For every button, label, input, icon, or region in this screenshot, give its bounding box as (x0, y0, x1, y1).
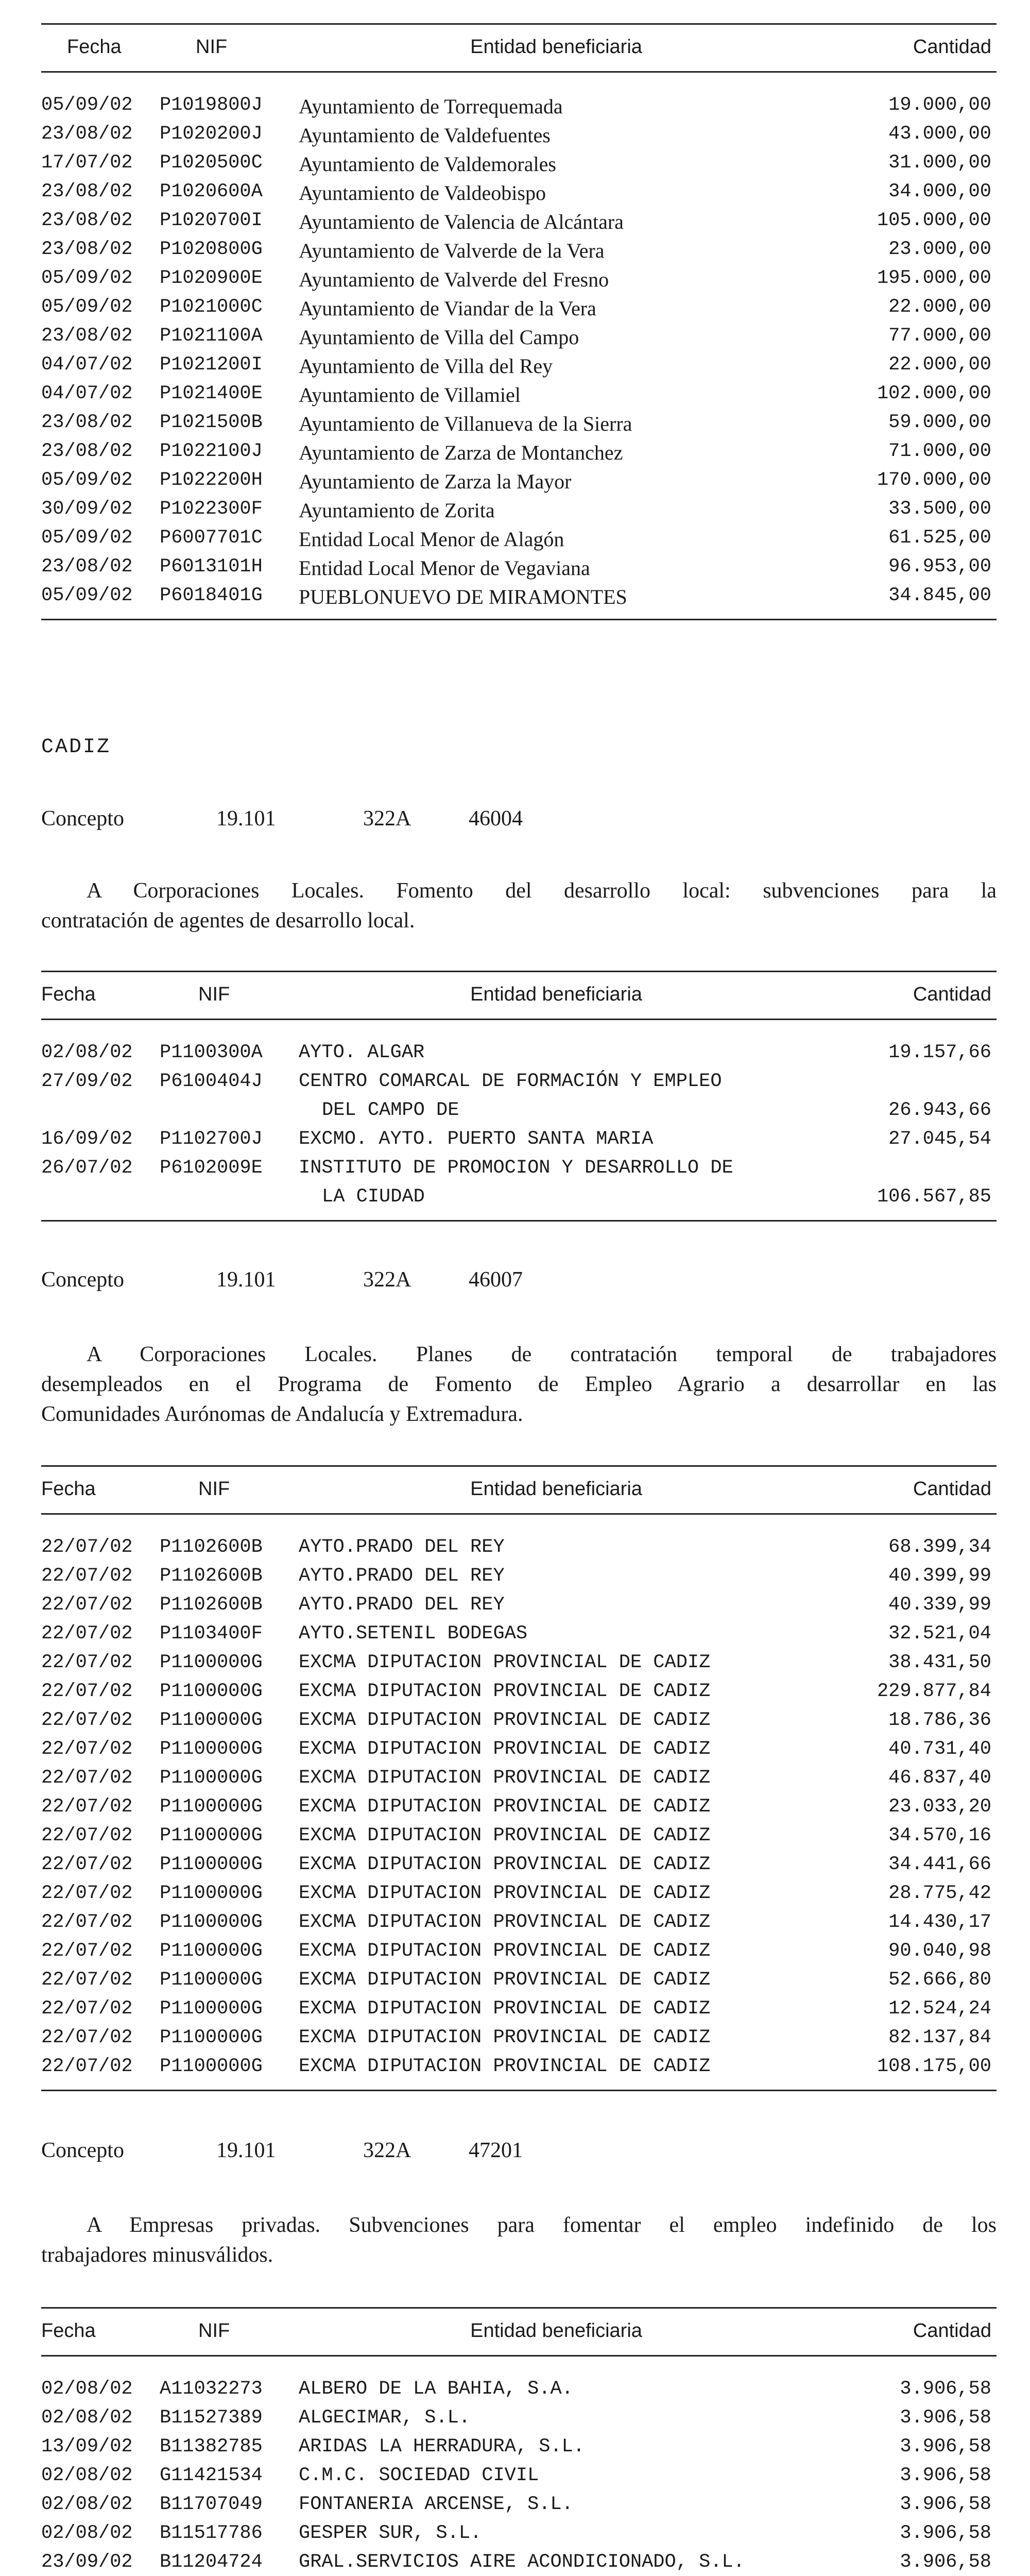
row-nif: P1100000G (160, 1652, 263, 1673)
row-entidad: EXCMA DIPUTACION PROVINCIAL DE CADIZ (299, 1883, 711, 1904)
row-nif: P1103400F (160, 1623, 263, 1645)
table-row-continuation (41, 1186, 997, 1215)
row-entidad: EXCMA DIPUTACION PROVINCIAL DE CADIZ (299, 1825, 711, 1846)
header-fecha: Fecha (41, 984, 96, 1005)
table-row (41, 2378, 997, 2407)
header-entidad: Entidad beneficiaria (470, 2320, 642, 2342)
row-fecha: 22/07/02 (41, 1854, 133, 1875)
row-entidad: EXCMA DIPUTACION PROVINCIAL DE CADIZ (299, 2027, 711, 2048)
beneficiary-table-1 (41, 23, 997, 620)
table-row (41, 1536, 997, 1565)
table-row (41, 440, 997, 469)
row-nif: P6007701C (160, 527, 263, 549)
row-cantidad: 102.000,00 (877, 383, 991, 404)
row-entidad: Ayuntamiento de Valencia de Alcántara (299, 210, 624, 233)
row-cantidad: 22.000,00 (888, 296, 991, 318)
table-row (41, 94, 997, 123)
row-nif: P1100300A (160, 1042, 263, 1063)
table-row (41, 210, 997, 239)
header-fecha: Fecha (41, 2320, 96, 2342)
row-entidad: FONTANERIA ARCENSE, S.L. (299, 2494, 573, 2515)
row-cantidad: 46.837,40 (888, 1767, 991, 1789)
row-cantidad: 14.430,17 (888, 1911, 991, 1933)
row-fecha: 22/07/02 (41, 1940, 133, 1962)
table-row (41, 1883, 997, 1911)
row-nif: P1021000C (160, 296, 263, 318)
header-entidad: Entidad beneficiaria (470, 36, 642, 58)
row-fecha: 05/09/02 (41, 527, 133, 549)
row-fecha: 02/08/02 (41, 1042, 133, 1063)
table-row (41, 354, 997, 383)
row-nif: P1021200I (160, 354, 263, 376)
row-nif: P1100000G (160, 1767, 263, 1789)
row-cantidad: 19.157,66 (888, 1042, 991, 1063)
row-cantidad: 96.953,00 (888, 556, 991, 578)
row-entidad: Ayuntamiento de Valverde de la Vera (299, 239, 605, 262)
concepto-code-service: 19.101 (216, 1268, 276, 1292)
row-fecha: 26/07/02 (41, 1157, 133, 1179)
table-row (41, 2056, 997, 2084)
table-row (41, 383, 997, 412)
row-fecha: 22/07/02 (41, 2027, 133, 2048)
row-cantidad: 61.525,00 (888, 527, 991, 549)
row-entidad-continuation: LA CIUDAD (322, 1186, 425, 1208)
row-nif: P1100000G (160, 1681, 263, 1702)
concepto-code-service: 19.101 (216, 2139, 276, 2162)
concepto-label: Concepto (41, 1268, 124, 1292)
row-fecha: 02/08/02 (41, 2522, 133, 2544)
row-cantidad: 68.399,34 (888, 1536, 991, 1558)
concepto-code-program: 322A (363, 807, 411, 831)
table-header (41, 971, 997, 1020)
row-cantidad: 12.524,24 (888, 1998, 991, 2020)
row-entidad: EXCMA DIPUTACION PROVINCIAL DE CADIZ (299, 1911, 711, 1933)
header-nif: NIF (196, 36, 228, 58)
row-nif: P1100000G (160, 2027, 263, 2048)
row-fecha: 23/08/02 (41, 210, 133, 231)
row-entidad: C.M.C. SOCIEDAD CIVIL (299, 2465, 539, 2486)
description-line: A Corporaciones Locales. Fomento del desarrollo local: subvenciones para la (87, 879, 997, 903)
row-cantidad: 195.000,00 (877, 267, 991, 289)
description-line: A Corporaciones Locales. Planes de contratación temporal de trabajadores (87, 1343, 997, 1366)
row-nif: P1100000G (160, 1911, 263, 1933)
row-fecha: 22/07/02 (41, 1681, 133, 1702)
table-row (41, 2407, 997, 2436)
row-cantidad: 26.943,66 (888, 1099, 991, 1121)
row-nif: P1022100J (160, 440, 263, 462)
row-entidad: EXCMA DIPUTACION PROVINCIAL DE CADIZ (299, 2056, 711, 2077)
row-nif: P1100000G (160, 1883, 263, 1904)
table-row (41, 469, 997, 498)
row-nif: P1020700I (160, 210, 263, 231)
row-entidad: CENTRO COMARCAL DE FORMACIÓN Y EMPLEO (299, 1071, 722, 1092)
concepto-code-concept: 46007 (469, 1268, 523, 1292)
row-nif: B11382785 (160, 2436, 263, 2458)
row-nif: P1100000G (160, 1969, 263, 1991)
row-fecha: 04/07/02 (41, 354, 133, 376)
row-nif: P1021400E (160, 383, 263, 404)
row-entidad: Entidad Local Menor de Alagón (299, 528, 564, 551)
row-fecha: 22/07/02 (41, 1738, 133, 1760)
row-cantidad: 34.570,16 (888, 1825, 991, 1846)
concepto-code-program: 322A (363, 2139, 411, 2162)
row-nif: P1100000G (160, 1998, 263, 2020)
row-entidad: Ayuntamiento de Valdemorales (299, 152, 556, 176)
row-fecha: 04/07/02 (41, 383, 133, 404)
table-row (41, 2522, 997, 2551)
row-entidad: Ayuntamiento de Zarza la Mayor (299, 470, 572, 493)
table-row (41, 1825, 997, 1854)
row-nif: P1020600A (160, 181, 263, 202)
table-header (41, 2307, 997, 2357)
row-entidad: EXCMA DIPUTACION PROVINCIAL DE CADIZ (299, 1796, 711, 1818)
row-entidad: Ayuntamiento de Valdefuentes (299, 124, 551, 147)
table-row (41, 152, 997, 181)
row-entidad: GESPER SUR, S.L. (299, 2522, 482, 2544)
row-entidad: Ayuntamiento de Villa del Campo (299, 326, 579, 349)
row-cantidad: 34.441,66 (888, 1854, 991, 1875)
row-cantidad: 34.845,00 (888, 585, 991, 606)
table-row (41, 2494, 997, 2522)
row-cantidad: 77.000,00 (888, 325, 991, 347)
table-row (41, 1128, 997, 1157)
row-cantidad: 33.500,00 (888, 498, 991, 520)
header-fecha: Fecha (67, 36, 122, 58)
row-fecha: 22/07/02 (41, 1911, 133, 1933)
concepto-code-program: 322A (363, 1268, 411, 1292)
row-fecha: 22/07/02 (41, 1883, 133, 1904)
table-row (41, 1042, 997, 1071)
table-row (41, 2027, 997, 2056)
row-entidad: Ayuntamiento de Villanueva de la Sierra (299, 412, 632, 435)
row-entidad: AYTO.PRADO DEL REY (299, 1565, 505, 1587)
row-fecha: 22/07/02 (41, 1565, 133, 1587)
row-nif: P1100000G (160, 1854, 263, 1875)
row-cantidad: 59.000,00 (888, 412, 991, 433)
row-fecha: 22/07/02 (41, 1594, 133, 1616)
table-row (41, 1594, 997, 1623)
concepto-code-concept: 47201 (469, 2139, 523, 2162)
table-row (41, 1911, 997, 1940)
row-fecha: 23/08/02 (41, 412, 133, 433)
row-cantidad: 23.033,20 (888, 1796, 991, 1818)
row-entidad: PUEBLONUEVO DE MIRAMONTES (299, 585, 627, 608)
row-entidad: Ayuntamiento de Torrequemada (299, 95, 563, 118)
row-cantidad: 40.399,99 (888, 1565, 991, 1587)
table-row (41, 1709, 997, 1738)
table-row (41, 2551, 997, 2576)
row-fecha: 02/08/02 (41, 2378, 133, 2400)
row-cantidad: 82.137,84 (888, 2027, 991, 2048)
row-cantidad: 27.045,54 (888, 1128, 991, 1150)
row-cantidad: 3.906,58 (900, 2522, 991, 2544)
row-entidad: AYTO. ALGAR (299, 1042, 425, 1063)
row-cantidad: 40.731,40 (888, 1738, 991, 1760)
concepto-description (41, 876, 997, 936)
row-entidad: Ayuntamiento de Villa del Rey (299, 354, 553, 378)
row-fecha: 17/07/02 (41, 152, 133, 174)
row-entidad: EXCMA DIPUTACION PROVINCIAL DE CADIZ (299, 1652, 711, 1673)
row-nif: B11204724 (160, 2551, 263, 2573)
row-nif: B11517786 (160, 2522, 263, 2544)
description-line: contratación de agentes de desarrollo local. (41, 909, 415, 933)
table-header (41, 1465, 997, 1515)
row-entidad: Ayuntamiento de Villamiel (299, 383, 521, 406)
row-cantidad: 23.000,00 (888, 239, 991, 260)
row-fecha: 23/08/02 (41, 556, 133, 578)
row-entidad-continuation: DEL CAMPO DE (322, 1099, 459, 1121)
beneficiary-table-4 (41, 2307, 997, 2576)
row-fecha: 23/08/02 (41, 440, 133, 462)
row-cantidad: 40.339,99 (888, 1594, 991, 1616)
row-cantidad: 22.000,00 (888, 354, 991, 376)
row-entidad: Ayuntamiento de Viandar de la Vera (299, 297, 596, 320)
row-entidad: Ayuntamiento de Zorita (299, 499, 495, 522)
row-cantidad: 170.000,00 (877, 469, 991, 491)
table-row (41, 1738, 997, 1767)
row-nif: P6013101H (160, 556, 263, 578)
row-fecha: 22/07/02 (41, 1536, 133, 1558)
row-cantidad: 31.000,00 (888, 152, 991, 174)
row-fecha: 23/08/02 (41, 239, 133, 260)
row-entidad: EXCMA DIPUTACION PROVINCIAL DE CADIZ (299, 1681, 711, 1702)
header-nif: NIF (198, 984, 230, 1005)
row-fecha: 16/09/02 (41, 1128, 133, 1150)
concepto-line (41, 2138, 523, 2163)
row-entidad: GRAL.SERVICIOS AIRE ACONDICIONADO, S.L. (299, 2551, 745, 2573)
row-entidad: INSTITUTO DE PROMOCION Y DESARROLLO DE (299, 1157, 733, 1179)
row-entidad: AYTO.PRADO DEL REY (299, 1536, 505, 1558)
row-cantidad: 3.906,58 (900, 2378, 991, 2400)
table-row (41, 1652, 997, 1681)
header-fecha: Fecha (41, 1478, 96, 1500)
table-header (41, 23, 997, 73)
row-entidad: EXCMA DIPUTACION PROVINCIAL DE CADIZ (299, 1854, 711, 1875)
row-fecha: 02/08/02 (41, 2407, 133, 2429)
concepto-label: Concepto (41, 2139, 124, 2162)
row-cantidad: 52.666,80 (888, 1969, 991, 1991)
row-fecha: 23/09/02 (41, 2551, 133, 2573)
table-row (41, 325, 997, 354)
row-cantidad: 28.775,42 (888, 1883, 991, 1904)
row-nif: P1100000G (160, 1709, 263, 1731)
table-body (41, 1515, 997, 2091)
row-nif: P1021500B (160, 412, 263, 433)
row-fecha: 05/09/02 (41, 296, 133, 318)
row-cantidad: 90.040,98 (888, 1940, 991, 1962)
row-fecha: 22/07/02 (41, 1796, 133, 1818)
row-fecha: 30/09/02 (41, 498, 133, 520)
row-nif: P6100404J (160, 1071, 263, 1092)
table-row (41, 1854, 997, 1883)
row-nif: P1021100A (160, 325, 263, 347)
table-row (41, 1969, 997, 1998)
row-cantidad: 3.906,58 (900, 2494, 991, 2515)
table-row (41, 2465, 997, 2494)
row-entidad: ALBERO DE LA BAHIA, S.A. (299, 2378, 573, 2400)
header-entidad: Entidad beneficiaria (470, 1478, 642, 1500)
row-nif: P1102600B (160, 1565, 263, 1587)
row-entidad: EXCMA DIPUTACION PROVINCIAL DE CADIZ (299, 1738, 711, 1760)
header-nif: NIF (198, 2320, 230, 2342)
row-fecha: 22/07/02 (41, 1998, 133, 2020)
row-fecha: 22/07/02 (41, 1652, 133, 1673)
row-fecha: 02/08/02 (41, 2465, 133, 2486)
row-nif: P1019800J (160, 94, 263, 116)
description-line: A Empresas privadas. Subvenciones para fomentar el empleo indefinido de los (87, 2213, 997, 2237)
row-nif: P1100000G (160, 1940, 263, 1962)
row-entidad: AYTO.SETENIL BODEGAS (299, 1623, 528, 1645)
table-row (41, 239, 997, 267)
row-fecha: 05/09/02 (41, 469, 133, 491)
row-cantidad: 38.431,50 (888, 1652, 991, 1673)
table-row (41, 1681, 997, 1709)
row-nif: P1102700J (160, 1128, 263, 1150)
header-nif: NIF (198, 1478, 230, 1500)
row-entidad: Entidad Local Menor de Vegaviana (299, 556, 590, 580)
table-row (41, 1157, 997, 1186)
description-line: trabajadores minusválidos. (41, 2243, 273, 2267)
description-line: Comunidades Aurónomas de Andalucía y Extremadura. (41, 1402, 523, 1426)
row-entidad: EXCMO. AYTO. PUERTO SANTA MARIA (299, 1128, 654, 1150)
row-nif: P1100000G (160, 1796, 263, 1818)
row-cantidad: 32.521,04 (888, 1623, 991, 1645)
row-fecha: 27/09/02 (41, 1071, 133, 1092)
row-entidad: Ayuntamiento de Valdeobispo (299, 181, 546, 205)
header-cantidad: Cantidad (913, 2320, 991, 2342)
table-row (41, 527, 997, 556)
row-fecha: 23/08/02 (41, 181, 133, 202)
header-cantidad: Cantidad (913, 984, 991, 1005)
row-nif: P1020900E (160, 267, 263, 289)
row-nif: P6102009E (160, 1157, 263, 1179)
row-nif: P1102600B (160, 1536, 263, 1558)
row-entidad: EXCMA DIPUTACION PROVINCIAL DE CADIZ (299, 1998, 711, 2020)
row-fecha: 22/07/02 (41, 1767, 133, 1789)
table-row (41, 1940, 997, 1969)
header-cantidad: Cantidad (913, 1478, 991, 1500)
row-nif: B11527389 (160, 2407, 263, 2429)
description-line: desempleados en el Programa de Fomento de Empleo Agrario a desarrollar en las (41, 1372, 997, 1396)
row-fecha: 02/08/02 (41, 2494, 133, 2515)
table-row (41, 1623, 997, 1652)
row-fecha: 22/07/02 (41, 2056, 133, 2077)
concepto-description (41, 1340, 997, 1429)
table-row (41, 412, 997, 440)
table-row (41, 296, 997, 325)
row-cantidad: 108.175,00 (877, 2056, 991, 2077)
table-row (41, 556, 997, 585)
row-entidad: EXCMA DIPUTACION PROVINCIAL DE CADIZ (299, 1709, 711, 1731)
table-row (41, 181, 997, 210)
row-nif: P1100000G (160, 2056, 263, 2077)
row-fecha: 05/09/02 (41, 94, 133, 116)
row-fecha: 22/07/02 (41, 1709, 133, 1731)
concepto-label: Concepto (41, 807, 124, 831)
concepto-line (41, 806, 523, 831)
row-entidad: EXCMA DIPUTACION PROVINCIAL DE CADIZ (299, 1940, 711, 1962)
beneficiary-table-2 (41, 971, 997, 1222)
row-nif: B11707049 (160, 2494, 263, 2515)
row-cantidad: 3.906,58 (900, 2436, 991, 2458)
row-fecha: 23/08/02 (41, 325, 133, 347)
row-nif: P1020500C (160, 152, 263, 174)
row-nif: P6018401G (160, 585, 263, 606)
row-entidad: AYTO.PRADO DEL REY (299, 1594, 505, 1616)
row-entidad: EXCMA DIPUTACION PROVINCIAL DE CADIZ (299, 1969, 711, 1991)
row-nif: P1020800G (160, 239, 263, 260)
table-row-continuation (41, 1099, 997, 1128)
row-cantidad: 3.906,58 (900, 2465, 991, 2486)
beneficiary-table-3 (41, 1465, 997, 2091)
row-nif: P1100000G (160, 1738, 263, 1760)
header-cantidad: Cantidad (913, 36, 991, 58)
row-fecha: 22/07/02 (41, 1969, 133, 1991)
row-entidad: Ayuntamiento de Zarza de Montanchez (299, 441, 623, 464)
row-nif: P1022200H (160, 469, 263, 491)
row-cantidad: 105.000,00 (877, 210, 991, 231)
table-row (41, 267, 997, 296)
concepto-description (41, 2210, 997, 2270)
row-nif: P1100000G (160, 1825, 263, 1846)
row-nif: A11032273 (160, 2378, 263, 2400)
concepto-line (41, 1267, 523, 1292)
table-row (41, 1071, 997, 1099)
table-row (41, 1998, 997, 2027)
table-row (41, 1796, 997, 1825)
concepto-code-service: 19.101 (216, 807, 276, 831)
table-row (41, 1565, 997, 1594)
row-nif: P1102600B (160, 1594, 263, 1616)
row-nif: G11421534 (160, 2465, 263, 2486)
table-body (41, 2357, 997, 2576)
table-body (41, 1020, 997, 1222)
row-cantidad: 3.906,58 (900, 2407, 991, 2429)
table-row (41, 585, 997, 614)
table-body (41, 73, 997, 620)
row-cantidad: 18.786,36 (888, 1709, 991, 1731)
row-cantidad: 3.906,58 (900, 2551, 991, 2573)
row-entidad: ARIDAS LA HERRADURA, S.L. (299, 2436, 585, 2458)
row-cantidad: 19.000,00 (888, 94, 991, 116)
row-entidad: EXCMA DIPUTACION PROVINCIAL DE CADIZ (299, 1767, 711, 1789)
row-cantidad: 106.567,85 (877, 1186, 991, 1208)
row-cantidad: 229.877,84 (877, 1681, 991, 1702)
row-fecha: 13/09/02 (41, 2436, 133, 2458)
row-fecha: 22/07/02 (41, 1825, 133, 1846)
row-cantidad: 43.000,00 (888, 123, 991, 145)
table-row (41, 1767, 997, 1796)
row-fecha: 05/09/02 (41, 267, 133, 289)
table-row (41, 2436, 997, 2465)
row-cantidad: 34.000,00 (888, 181, 991, 202)
row-nif: P1022300F (160, 498, 263, 520)
row-cantidad: 71.000,00 (888, 440, 991, 462)
header-entidad: Entidad beneficiaria (470, 984, 642, 1005)
table-row (41, 498, 997, 527)
province-heading: CADIZ (41, 736, 111, 759)
row-entidad: ALGECIMAR, S.L. (299, 2407, 471, 2429)
row-entidad: Ayuntamiento de Valverde del Fresno (299, 268, 609, 291)
row-fecha: 05/09/02 (41, 585, 133, 606)
row-fecha: 23/08/02 (41, 123, 133, 145)
row-fecha: 22/07/02 (41, 1623, 133, 1645)
table-row (41, 123, 997, 152)
row-nif: P1020200J (160, 123, 263, 145)
concepto-code-concept: 46004 (469, 807, 523, 831)
